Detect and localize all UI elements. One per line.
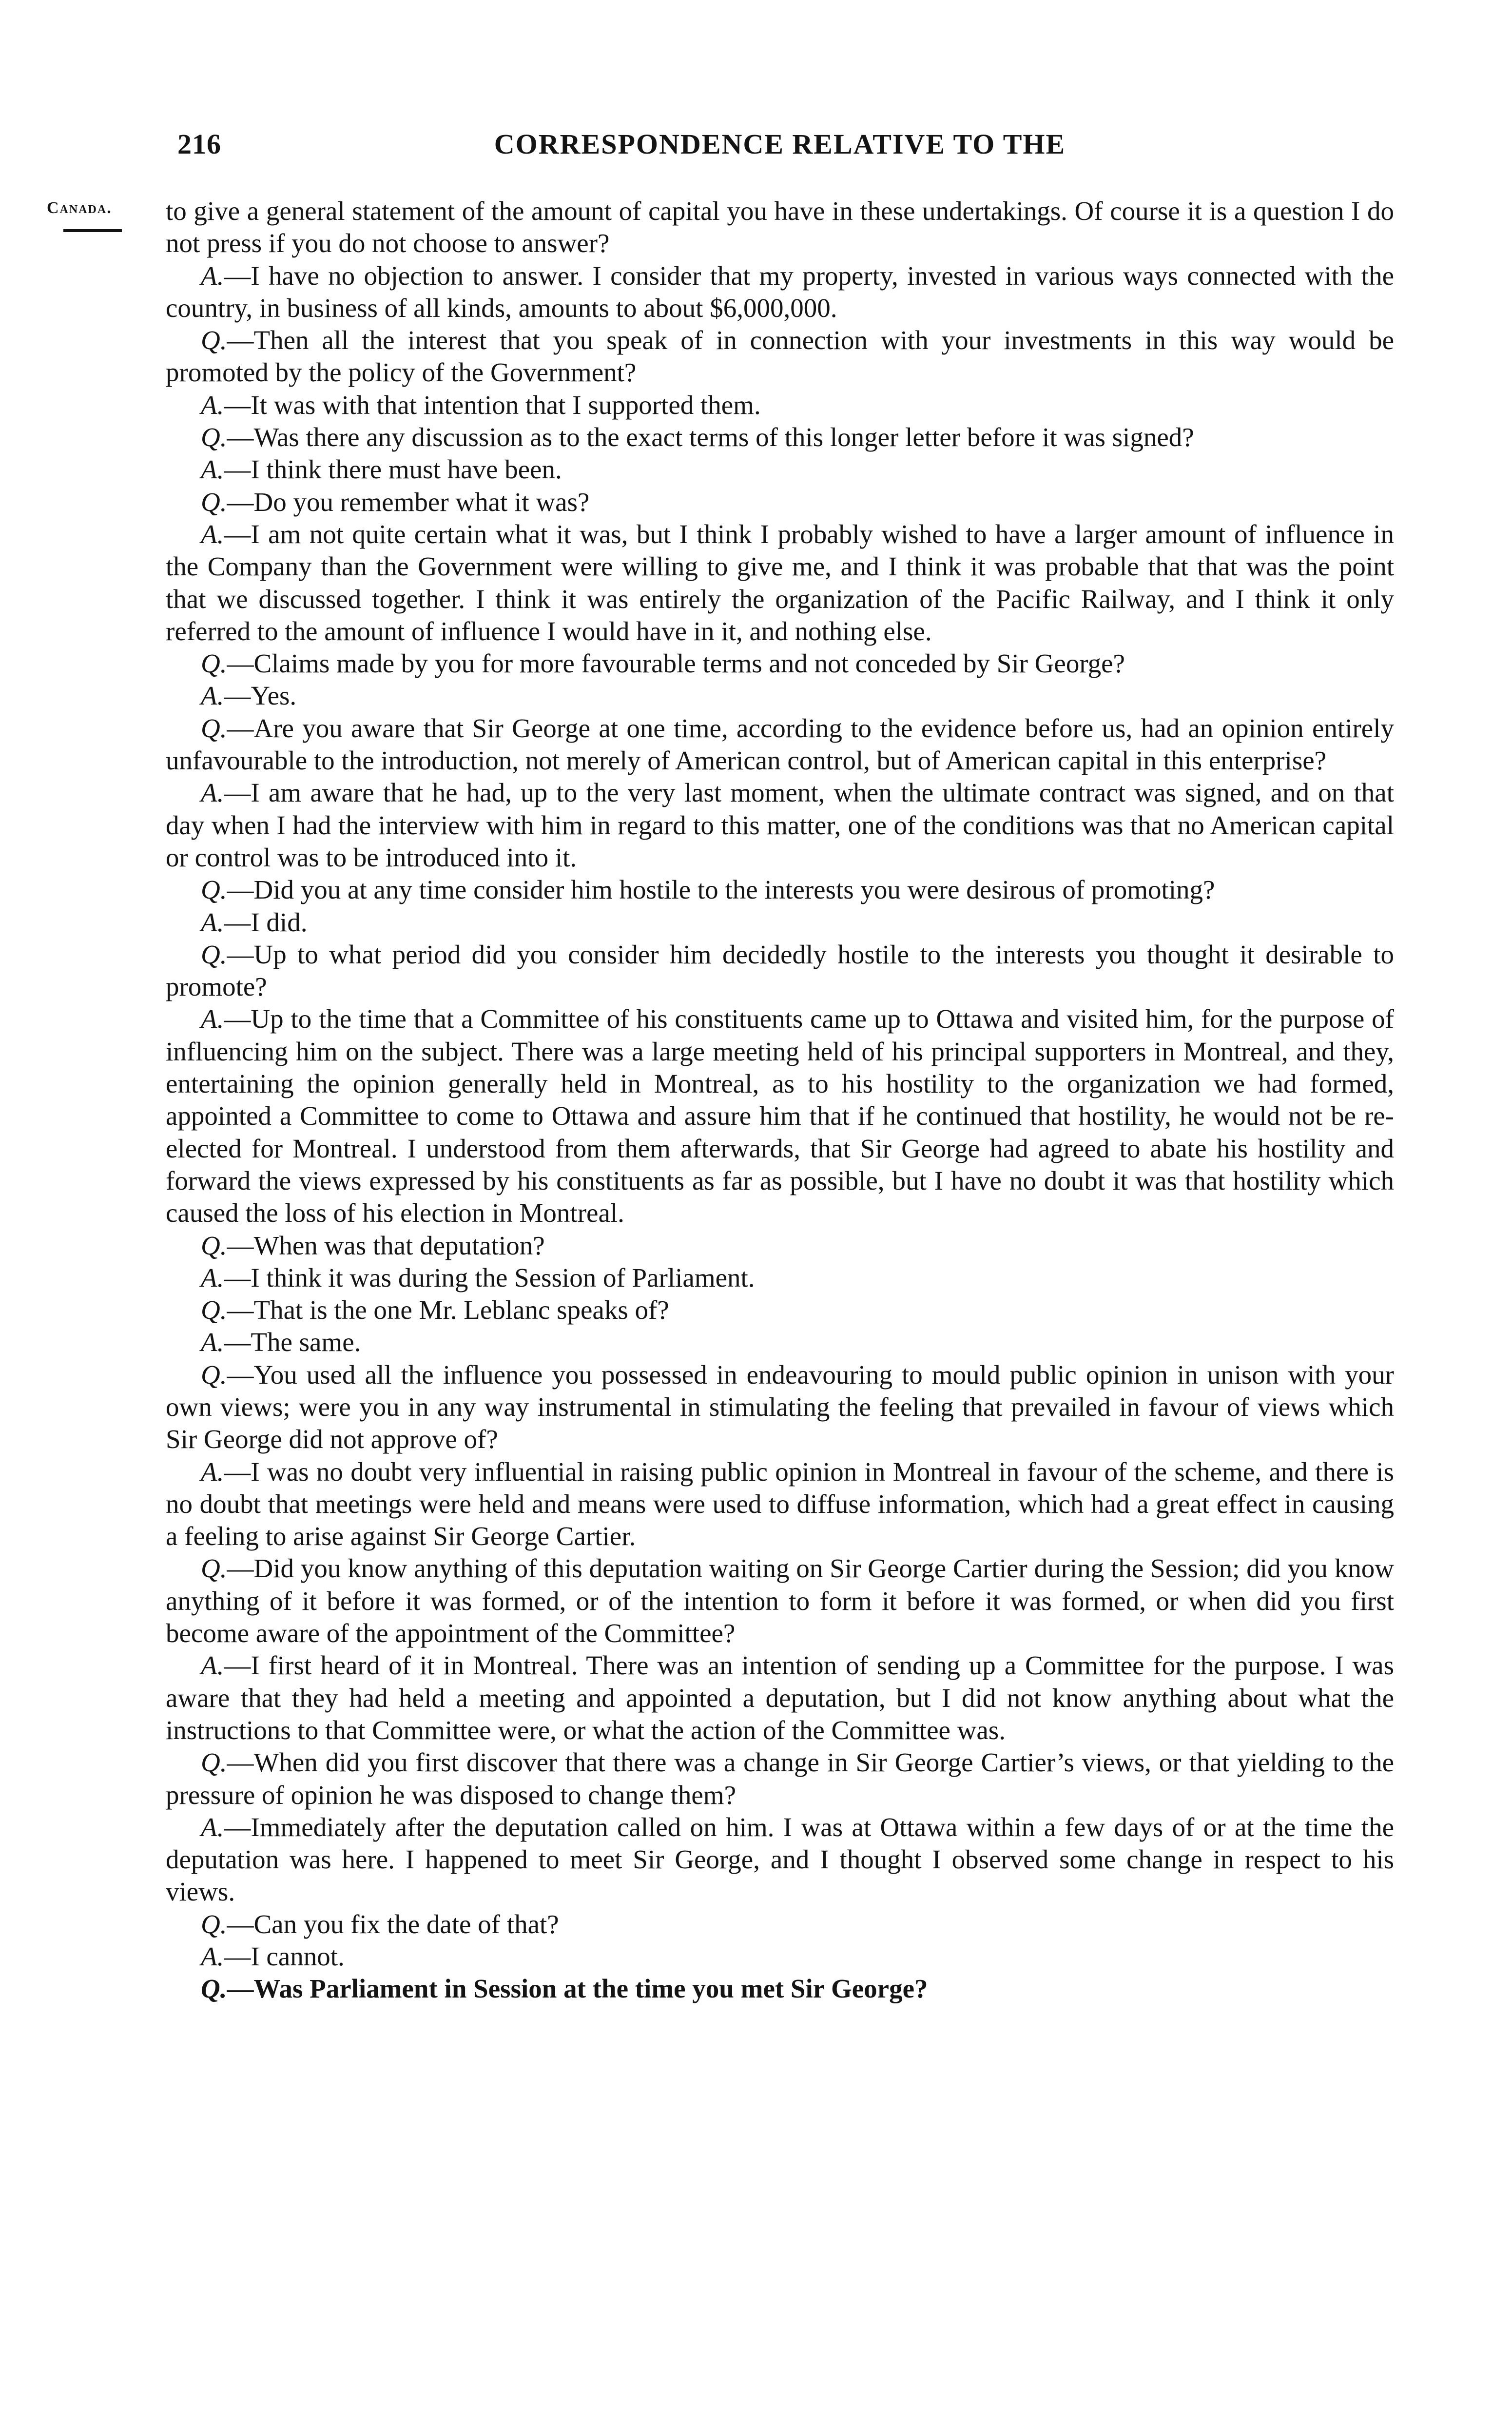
paragraph-text: —Immediately after the deputation called on him. I was at Ottawa within a few days of or at the time the deputation was here. I happened to meet Sir George, and I thought I observed some change in respect to his views. bbox=[166, 1812, 1394, 1907]
answer-paragraph bbox=[166, 1262, 1394, 1294]
speaker-label: Q. bbox=[201, 487, 227, 517]
speaker-label: Q. bbox=[201, 422, 227, 452]
paragraph-text: —Did you at any time consider him hostile to the interests you were desirous of promoting? bbox=[227, 875, 1215, 905]
paragraph-text: —Are you aware that Sir George at one time, according to the evidence before us, had an opinion entirely unfavourable to the introduction, not merely of American control, but of American capital in this enterprise? bbox=[166, 713, 1394, 776]
speaker-label: A. bbox=[201, 778, 224, 808]
answer-paragraph bbox=[166, 1003, 1394, 1229]
speaker-label: Q. bbox=[201, 325, 227, 355]
answer-paragraph bbox=[166, 518, 1394, 647]
paragraph-text: —You used all the influence you possessed in endeavouring to mould public opinion in unison with your own views; were you in any way instrumental in stimulating the feeling that prevailed in favour of views which Sir George did not approve of? bbox=[166, 1359, 1394, 1454]
speaker-label: A. bbox=[201, 1812, 224, 1842]
speaker-label: A. bbox=[201, 907, 224, 937]
speaker-label: A. bbox=[201, 260, 224, 291]
question-paragraph bbox=[166, 324, 1394, 389]
paragraph-text: —I am aware that he had, up to the very last moment, when the ultimate contract was signed, and on that day when I had the interview with him in regard to this matter, one of the conditions was that no American capital or control was to be introduced into it. bbox=[166, 778, 1394, 872]
answer-paragraph bbox=[166, 389, 1394, 421]
speaker-label: A. bbox=[201, 454, 224, 485]
speaker-label: Q. bbox=[201, 713, 227, 743]
margin-note: Canada. bbox=[47, 199, 112, 217]
answer-paragraph bbox=[166, 1326, 1394, 1358]
page-header bbox=[171, 128, 1389, 172]
answer-paragraph bbox=[166, 1811, 1394, 1908]
speaker-label: A. bbox=[201, 681, 224, 711]
speaker-label: Q. bbox=[201, 1295, 227, 1325]
paragraph-text: —I did. bbox=[224, 907, 308, 937]
speaker-label: Q. bbox=[201, 1974, 227, 2004]
answer-paragraph bbox=[166, 906, 1394, 939]
paragraph-text: —I think there must have been. bbox=[224, 454, 562, 485]
paragraph-text: —It was with that intention that I supported them. bbox=[224, 390, 761, 420]
paragraph-text: —Was Parliament in Session at the time you met Sir George? bbox=[227, 1974, 928, 2004]
paragraph-text: —I think it was during the Session of Parliament. bbox=[224, 1262, 755, 1293]
answer-paragraph bbox=[166, 1456, 1394, 1553]
paragraph-text: —I have no objection to answer. I consider that my property, invested in various ways connected with the country, in business of all kinds, amounts to about $6,000,000. bbox=[166, 260, 1394, 323]
question-paragraph bbox=[166, 1973, 1394, 2005]
speaker-label: Q. bbox=[201, 1909, 227, 1939]
speaker-label: Q. bbox=[201, 1359, 227, 1390]
question-paragraph bbox=[166, 486, 1394, 518]
paragraph-text: —That is the one Mr. Leblanc speaks of? bbox=[227, 1295, 669, 1325]
speaker-label: Q. bbox=[201, 1747, 227, 1778]
paragraph-text: —Claims made by you for more favourable terms and not conceded by Sir George? bbox=[227, 648, 1125, 679]
paragraph-text: —Yes. bbox=[224, 681, 297, 711]
paragraph-text: —When did you first discover that there was a change in Sir George Cartier’s views, or that yielding to the pressure of opinion he was disposed to change them? bbox=[166, 1747, 1394, 1810]
question-paragraph bbox=[166, 712, 1394, 777]
answer-paragraph bbox=[166, 680, 1394, 712]
question-paragraph bbox=[166, 1294, 1394, 1326]
question-paragraph bbox=[166, 1552, 1394, 1649]
paragraph-text: —I first heard of it in Montreal. There was an intention of sending up a Committee for the purpose. I was aware that they had held a meeting and appointed a deputation, but I did not know anything about what the instructions to that Committee were, or what the action of the Committee was. bbox=[166, 1650, 1394, 1745]
speaker-label: A. bbox=[201, 1941, 224, 1972]
speaker-label: A. bbox=[201, 1650, 224, 1681]
paragraph-text: —Did you know anything of this deputation waiting on Sir George Cartier during the Session; did you know anything of it before it was formed, or of the intention to form it before it was formed, or when did you first become aware of the appointment of the Committee? bbox=[166, 1553, 1394, 1648]
margin-rule bbox=[63, 229, 122, 232]
speaker-label: A. bbox=[201, 519, 224, 549]
question-paragraph bbox=[166, 939, 1394, 1003]
question-paragraph bbox=[166, 1908, 1394, 1940]
speaker-label: Q. bbox=[201, 875, 227, 905]
question-paragraph bbox=[166, 1746, 1394, 1811]
speaker-label: Q. bbox=[201, 1553, 227, 1584]
speaker-label: Q. bbox=[201, 939, 227, 969]
question-paragraph bbox=[166, 874, 1394, 906]
speaker-label: Q. bbox=[201, 1230, 227, 1260]
speaker-label: Q. bbox=[201, 648, 227, 679]
speaker-label: A. bbox=[201, 1004, 224, 1034]
question-paragraph bbox=[166, 1359, 1394, 1456]
paragraph-text: —Up to the time that a Committee of his constituents came up to Ottawa and visited him, for the purpose of influencing him on the subject. There was a large meeting held of his principal supporters in Montreal, and they, entertaining the opinion generally held in Montreal, as to his hostility to the organization we had formed, appointed a Committee to come to Ottawa and assure him that if he continued that hostility, he would not be re-elected for Montreal. I understood from them afterwards, that Sir George had agreed to abate his hostility and forward the views expressed by his constituents as far as possible, but I have no doubt it was that hostility which caused the loss of his election in Montreal. bbox=[166, 1004, 1394, 1228]
paragraph-text: —I was no doubt very influential in raising public opinion in Montreal in favour of the scheme, and there is no doubt that meetings were held and means were used to diffuse information, which had a great effect in causing a feeling to arise against Sir George Cartier. bbox=[166, 1456, 1394, 1551]
paragraph-text: —Can you fix the date of that? bbox=[227, 1909, 559, 1939]
paragraph-text: —Then all the interest that you speak of in connection with your investments in this way would be promoted by the policy of the Government? bbox=[166, 325, 1394, 388]
speaker-label: A. bbox=[201, 390, 224, 420]
answer-paragraph bbox=[166, 453, 1394, 486]
speaker-label: A. bbox=[201, 1327, 224, 1357]
paragraph-text: —I cannot. bbox=[224, 1941, 345, 1972]
paragraph-text: —Was there any discussion as to the exact terms of this longer letter before it was signed? bbox=[227, 422, 1194, 452]
question-paragraph bbox=[166, 1230, 1394, 1262]
question-paragraph bbox=[166, 647, 1394, 680]
paragraph-text: —Up to what period did you consider him decidedly hostile to the interests you thought it desirable to promote? bbox=[166, 939, 1394, 1002]
speaker-label: A. bbox=[201, 1456, 224, 1487]
paragraph-text: —The same. bbox=[224, 1327, 361, 1357]
paragraph-text: —When was that deputation? bbox=[227, 1230, 545, 1260]
paragraph-text: —Do you remember what it was? bbox=[227, 487, 590, 517]
page-number: 216 bbox=[177, 128, 221, 160]
paragraph-text: —I am not quite certain what it was, but I think I probably wished to have a larger amount of influence in the Company than the Government were willing to give me, and I think it was probable that that was the point that we discussed together. I think it was entirely the organization of the Pacific Railway, and I think it only referred to the amount of influence I would have in it, and nothing else. bbox=[166, 519, 1394, 646]
answer-paragraph bbox=[166, 260, 1394, 325]
answer-paragraph bbox=[166, 1940, 1394, 1973]
lead-paragraph: to give a general statement of the amount of capital you have in these undertakings. Of course it is a question I do not press if you do not choose to answer? bbox=[166, 196, 1394, 258]
running-title: CORRESPONDENCE RELATIVE TO THE bbox=[494, 128, 1066, 160]
speaker-label: A. bbox=[201, 1262, 224, 1293]
question-paragraph bbox=[166, 421, 1394, 453]
answer-paragraph bbox=[166, 777, 1394, 874]
answer-paragraph bbox=[166, 1649, 1394, 1746]
body-text bbox=[166, 195, 1394, 2005]
